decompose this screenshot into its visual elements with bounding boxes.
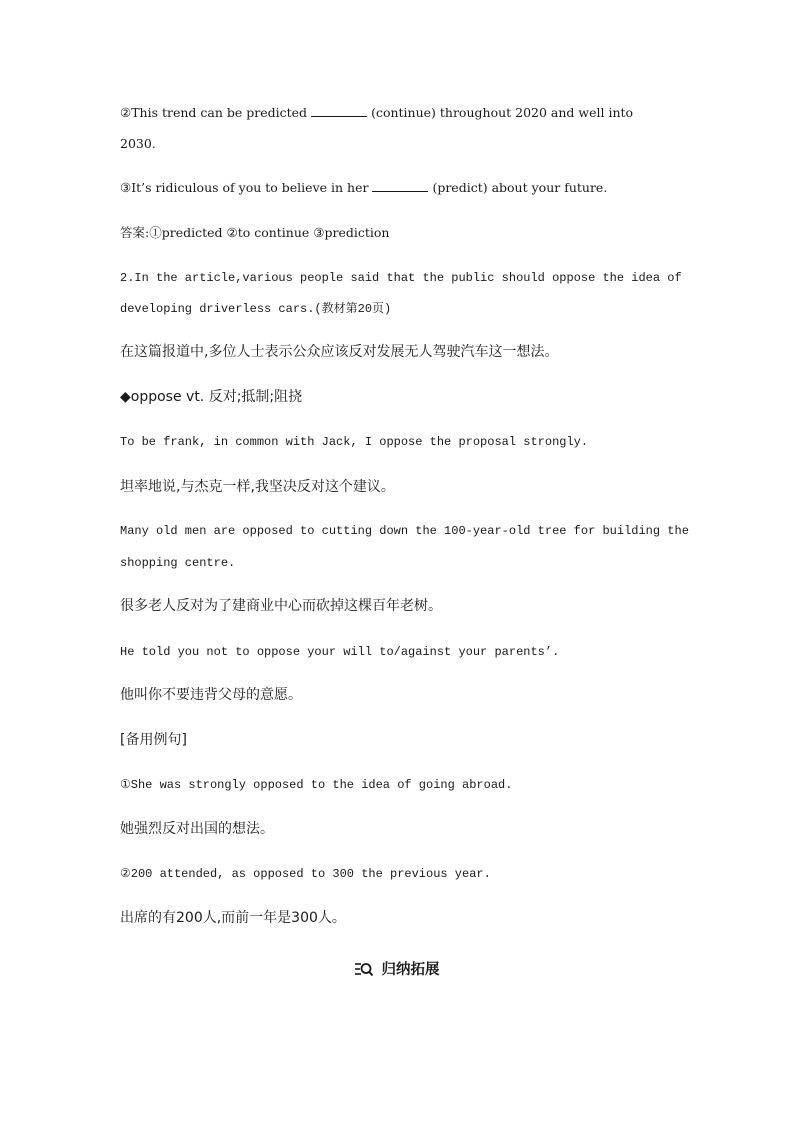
backup-1-en: ①She was strongly opposed to the idea of going abroad. — [120, 778, 513, 792]
item2-sentence-line2: developing driverless cars.(教材第20页) — [120, 302, 392, 316]
exercise-q2-cont: 2030. — [120, 136, 156, 151]
q2-text-before: ②This trend can be predicted — [120, 105, 308, 120]
example-2-en-line1: Many old men are opposed to cutting down the 100-year-old tree for building the — [120, 524, 689, 538]
section-heading — [0, 958, 794, 979]
answers: 答案:①predicted ②to continue ③prediction — [120, 225, 390, 240]
example-2-en-line2: shopping centre. — [120, 556, 236, 570]
exercise-q2 — [120, 104, 633, 122]
q2-blank — [311, 104, 367, 117]
example-1-en: To be frank, in common with Jack, I oppose the proposal strongly. — [120, 435, 589, 449]
example-3-cn: 他叫你不要违背父母的意愿。 — [120, 687, 302, 703]
q3-text-before: ③It’s ridiculous of you to believe in her — [120, 180, 369, 195]
backup-2-en: ②200 attended, as opposed to 300 the previous year. — [120, 867, 491, 881]
exercise-q3 — [120, 179, 607, 197]
q2-text-after: (continue) throughout 2020 and well into — [371, 105, 634, 120]
example-3-en: He told you not to oppose your will to/against your parents’. — [120, 645, 560, 659]
q3-text-after: (predict) about your future. — [432, 180, 608, 195]
backup-2-cn: 出席的有200人,而前一年是300人。 — [120, 910, 346, 926]
q3-blank — [372, 179, 428, 192]
example-1-cn: 坦率地说,与杰克一样,我坚决反对这个建议。 — [120, 479, 395, 495]
magnifier-list-icon — [354, 962, 381, 978]
section-title: 归纳拓展 — [381, 962, 440, 978]
backup-heading: [备用例句] — [120, 732, 187, 748]
item2-translation: 在这篇报道中,多位人士表示公众应该反对发展无人驾驶汽车这一想法。 — [120, 344, 559, 360]
example-2-cn: 很多老人反对为了建商业中心而砍掉这棵百年老树。 — [120, 598, 442, 614]
item2-sentence-line1: 2.In the article,various people said that the public should oppose the idea of — [120, 271, 682, 285]
backup-1-cn: 她强烈反对出国的想法。 — [120, 821, 274, 837]
word-entry: ◆oppose vt. 反对;抵制;阻挠 — [120, 389, 303, 405]
